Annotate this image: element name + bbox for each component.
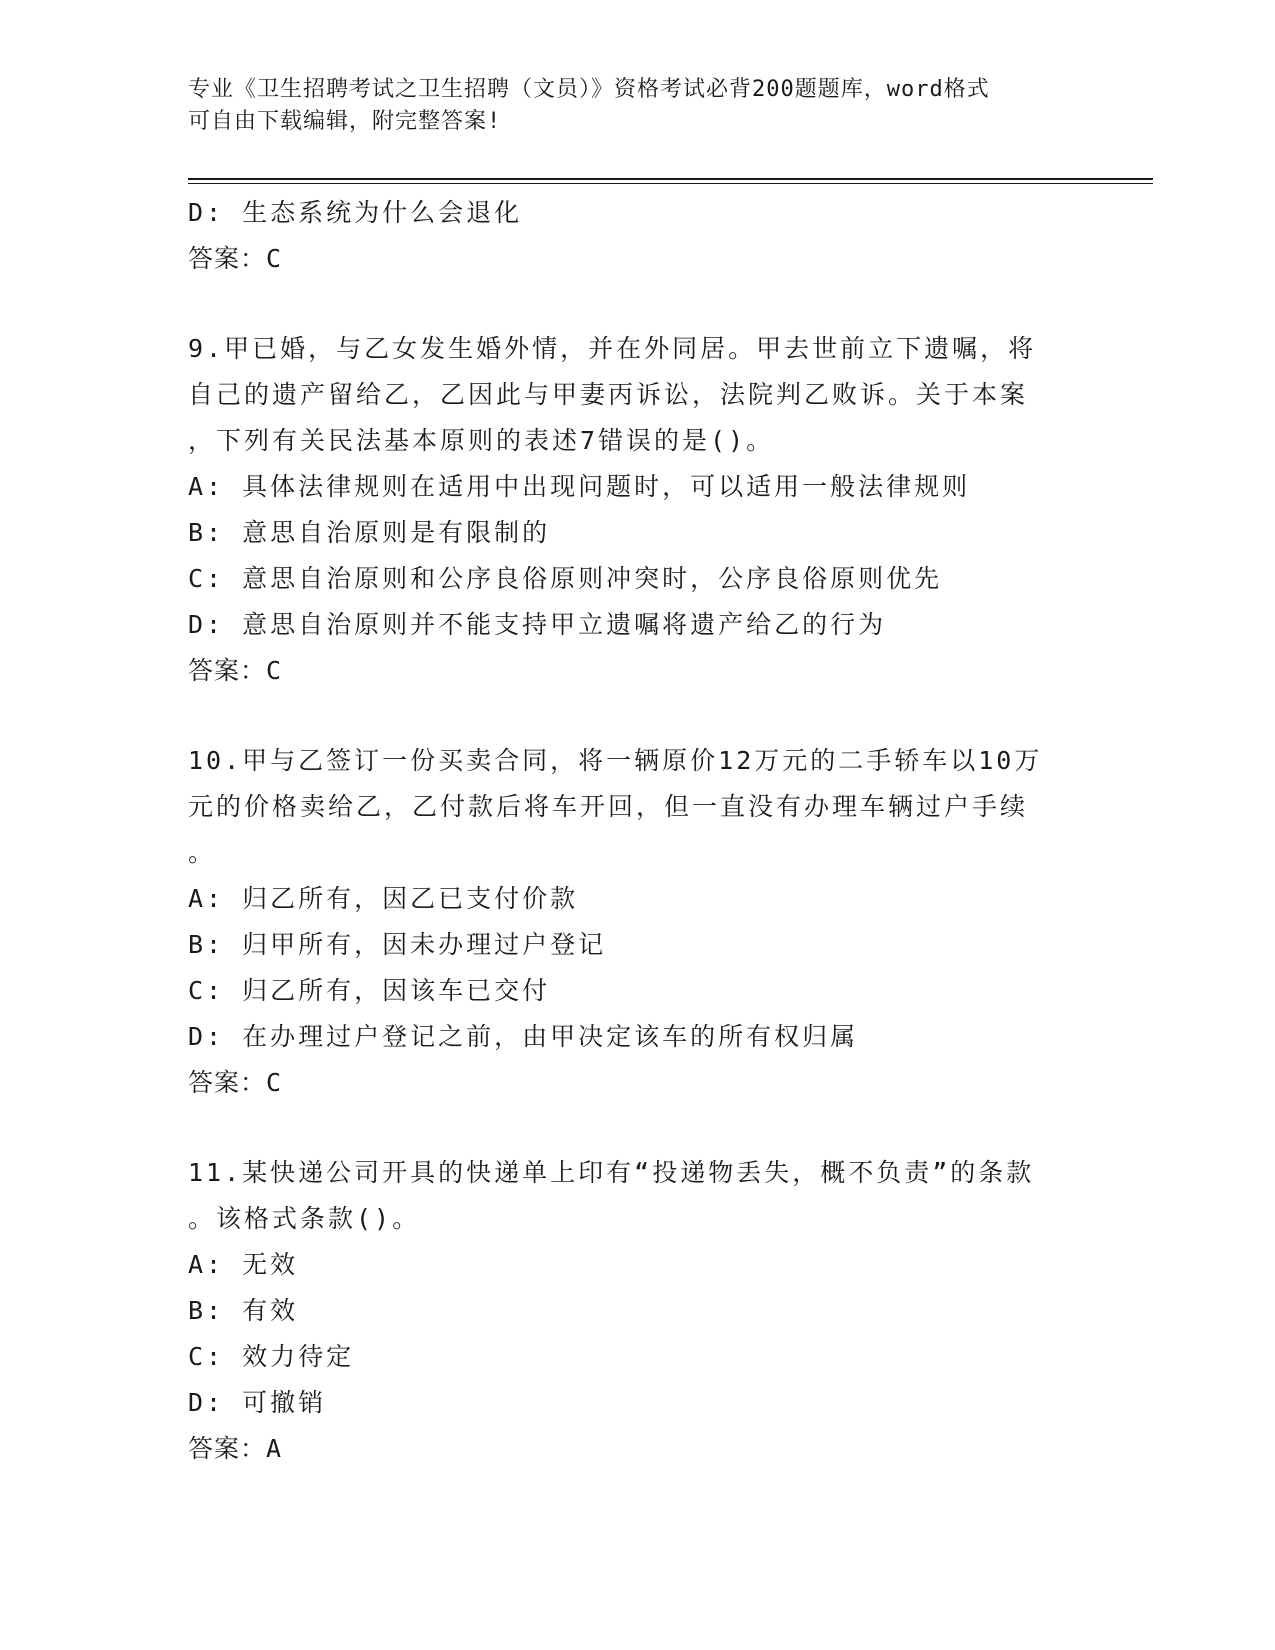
option-c: C: 归乙所有，因该车已交付 <box>188 976 551 1005</box>
page-header <box>188 74 1088 138</box>
option-c: C: 意思自治原则和公序良俗原则冲突时，公序良俗原则优先 <box>188 564 943 593</box>
header-title-line-2: 可自由下载编辑，附完整答案! <box>188 109 502 134</box>
option-b: B: 有效 <box>188 1296 299 1325</box>
question-list <box>188 190 1088 1472</box>
header-title-line-1: 专业《卫生招聘考试之卫生招聘（文员）》资格考试必背200题题库，word格式 <box>188 77 990 102</box>
question-stem-line: 9.甲已婚，与乙女发生婚外情，并在外同居。甲去世前立下遗嘱，将 <box>188 334 1037 363</box>
option-a: A: 具体法律规则在适用中出现问题时，可以适用一般法律规则 <box>188 472 971 501</box>
question-10 <box>188 738 1088 1106</box>
option-b: B: 意思自治原则是有限制的 <box>188 518 551 547</box>
answer-value: A <box>266 1434 285 1463</box>
answer-line <box>188 236 1088 282</box>
question-gap <box>188 1106 1088 1150</box>
answer-line <box>188 1426 1088 1472</box>
question-stem-line: ，下列有关民法基本原则的表述7错误的是()。 <box>188 426 775 455</box>
answer-label: 答案： <box>188 1068 267 1097</box>
answer-label: 答案： <box>188 244 267 273</box>
answer-line <box>188 1060 1088 1106</box>
option-d: D: 可撤销 <box>188 1388 327 1417</box>
previous-question-tail <box>188 190 1088 282</box>
question-stem-line: 11.某快递公司开具的快递单上印有“投递物丢失，概不负责”的条款 <box>188 1158 1035 1187</box>
answer-value: C <box>266 656 285 685</box>
answer-line <box>188 648 1088 694</box>
answer-label: 答案： <box>188 656 267 685</box>
option-b: B: 归甲所有，因未办理过户登记 <box>188 930 607 959</box>
answer-label: 答案： <box>188 1434 267 1463</box>
question-9 <box>188 326 1088 694</box>
question-stem-line: 10.甲与乙签订一份买卖合同，将一辆原价12万元的二手轿车以10万 <box>188 746 1043 775</box>
question-gap <box>188 282 1088 326</box>
option-d: D: 意思自治原则并不能支持甲立遗嘱将遗产给乙的行为 <box>188 610 887 639</box>
option-d: D: 生态系统为什么会退化 <box>188 198 523 227</box>
answer-value: C <box>266 1068 285 1097</box>
question-stem-line: 。该格式条款()。 <box>188 1204 421 1233</box>
option-d: D: 在办理过户登记之前，由甲决定该车的所有权归属 <box>188 1022 859 1051</box>
question-11 <box>188 1150 1088 1472</box>
header-divider-thick <box>188 178 1153 180</box>
question-stem-line: 自己的遗产留给乙，乙因此与甲妻丙诉讼，法院判乙败诉。关于本案 <box>188 380 1029 409</box>
header-divider-thin <box>188 183 1153 184</box>
question-stem-line: 。 <box>188 838 217 867</box>
question-gap <box>188 694 1088 738</box>
option-a: A: 归乙所有，因乙已支付价款 <box>188 884 579 913</box>
question-stem-line: 元的价格卖给乙，乙付款后将车开回，但一直没有办理车辆过户手续 <box>188 792 1029 821</box>
answer-value: C <box>266 244 285 273</box>
option-a: A: 无效 <box>188 1250 299 1279</box>
option-c: C: 效力待定 <box>188 1342 355 1371</box>
